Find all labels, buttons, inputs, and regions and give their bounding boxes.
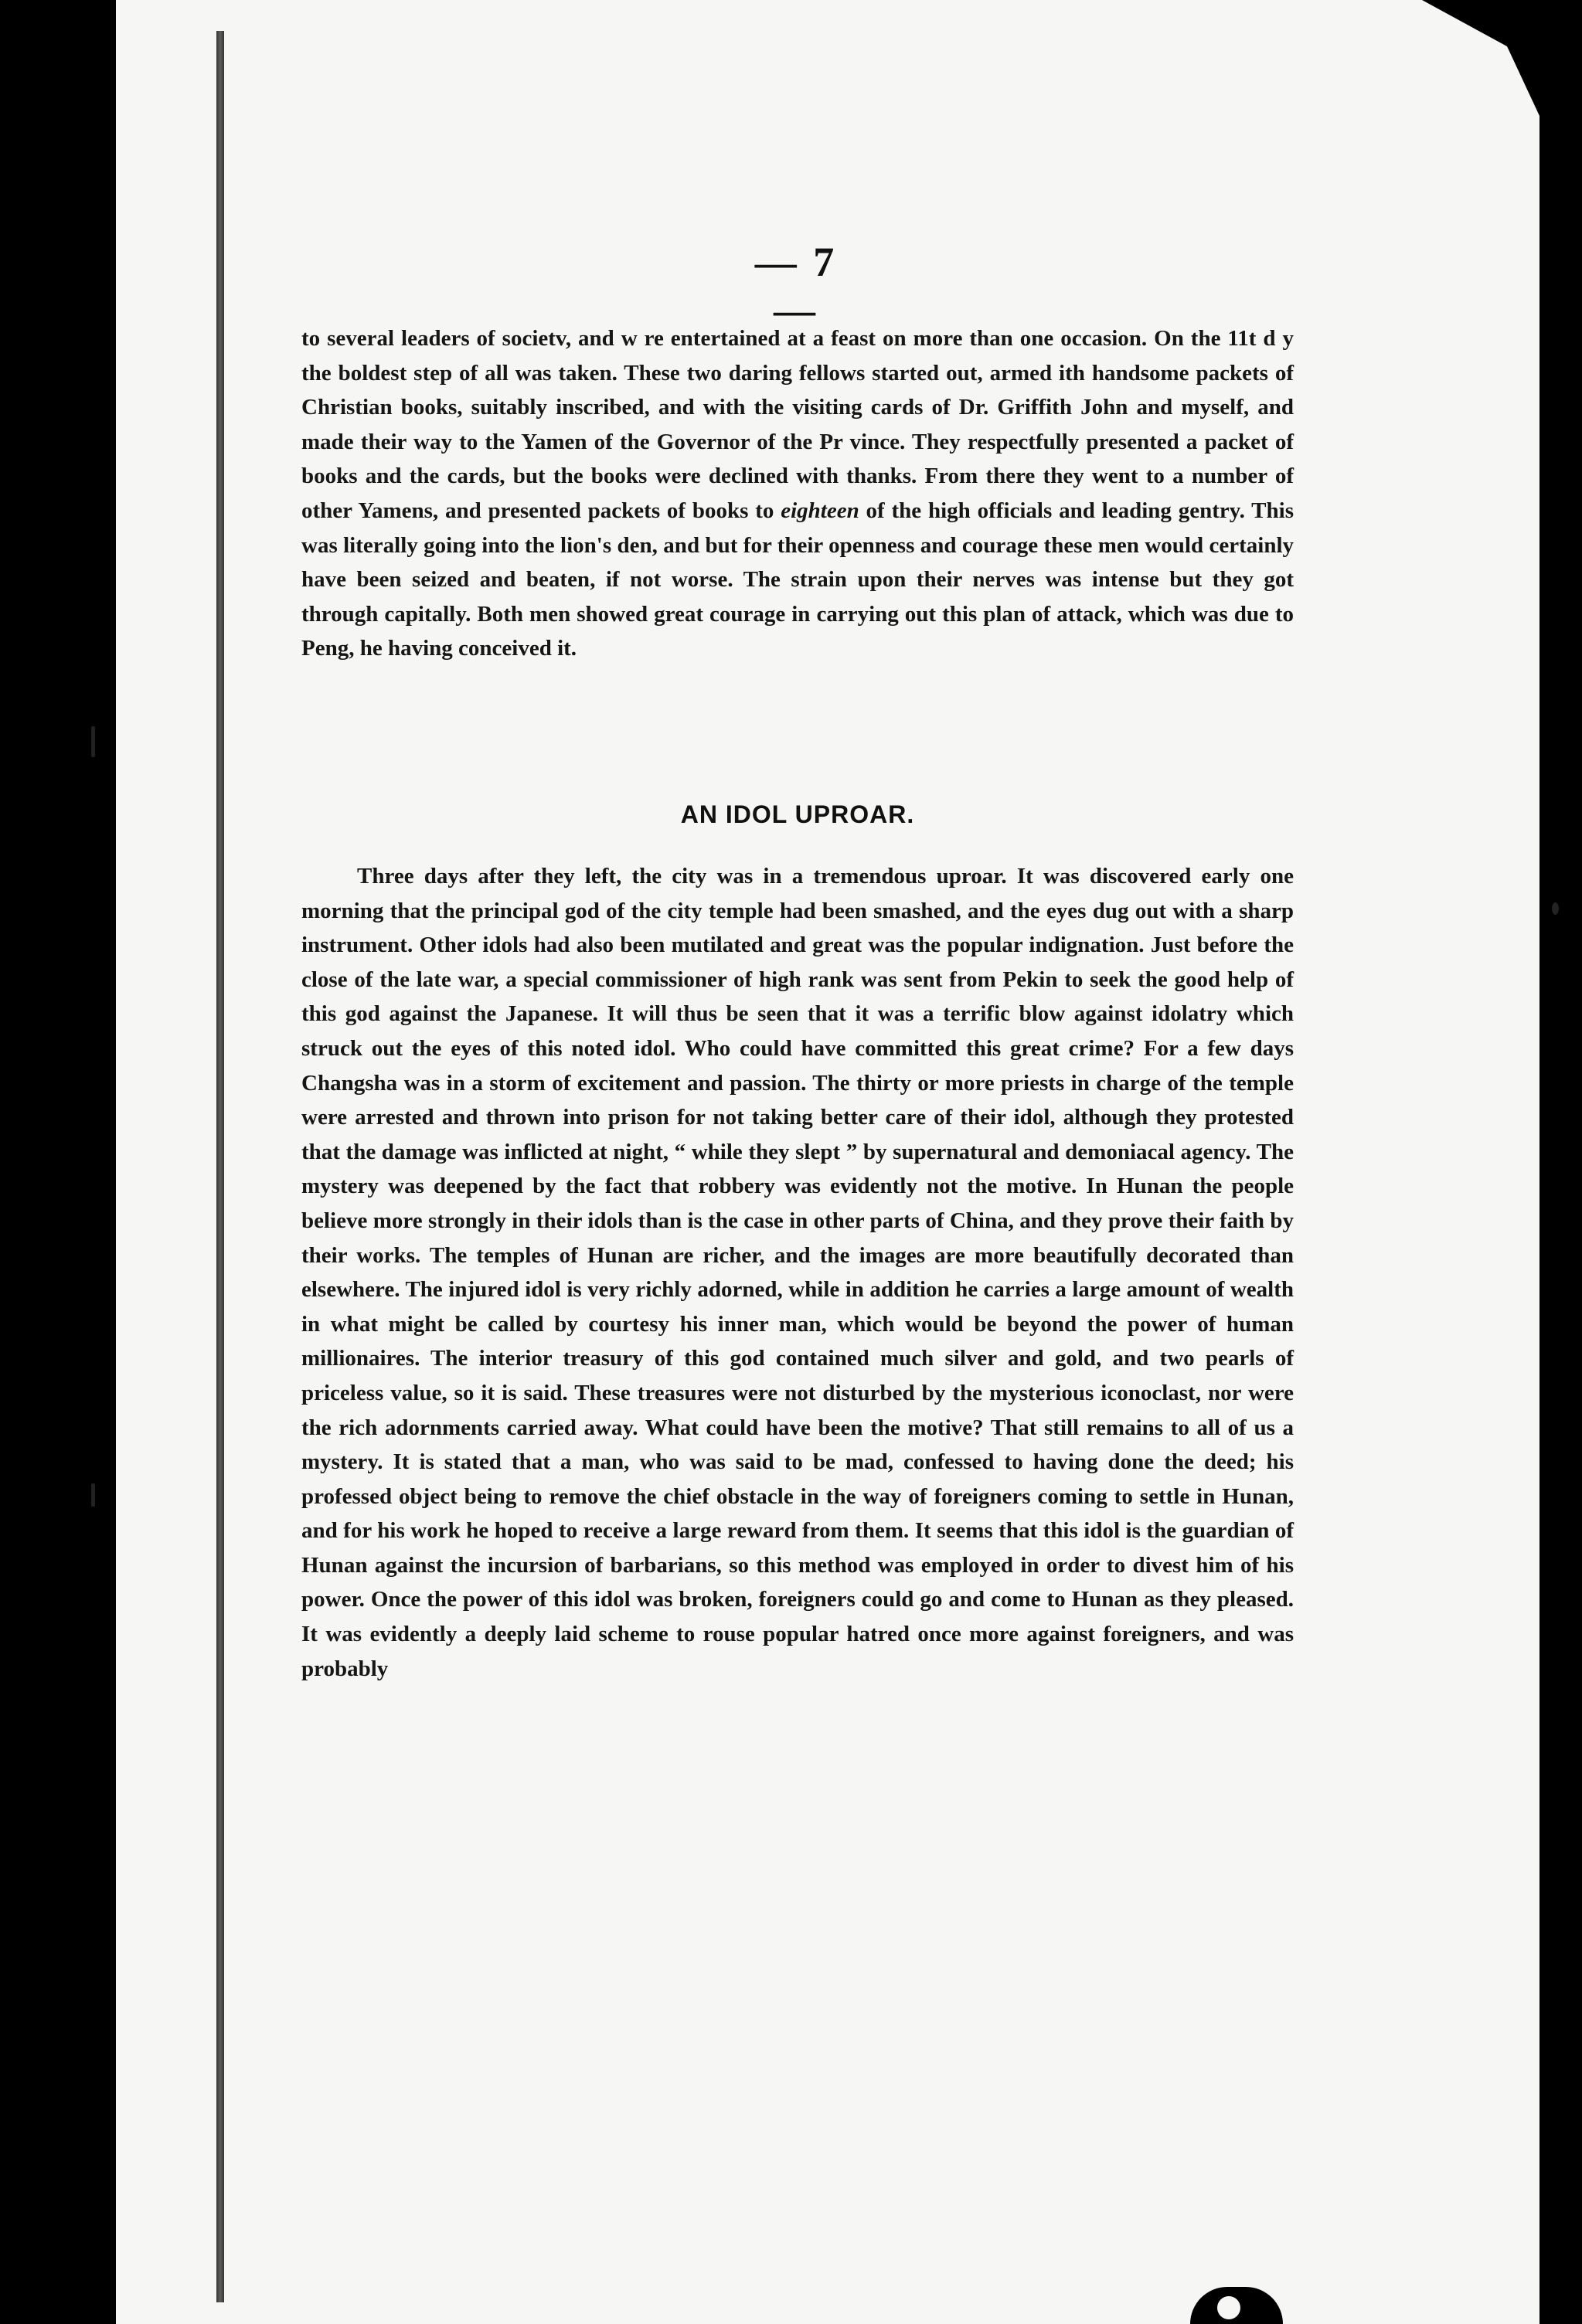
paragraph-2: Three days after they left, the city was in a tremendous uproar. It was discovered early one morning that the principal god of the city temple had been smashed, and the eyes dug out with a sharp instrument. Other idols had also been mutilated and great was the popular indignation. Just before the close of the late war, a special commissioner of high rank was sent from Pekin to seek the good help of this god against the Japanese. It will thus be seen that it was a terrific blow against idolatry which struck out the eyes of this noted idol. Who could have committed this great crime? For a few days Changsha was in a storm of excitement and passion. The thirty or more priests in charge of the temple were arrested and thrown into prison for not taking better care of their idol, although they protested that the damage was inflicted at night, “ while they slept ” by supernatural and demoniacal agency. The mystery was deepened by the fact that robbery was evidently not the motive. In Hunan the people believe more strongly in their idols than is the case in other parts of China, and they prove their faith by their works. The temples of Hunan are richer, and the images are more beautifully decorated than elsewhere. The injured idol is very richly adorned, while in addition he carries a large amount of wealth in what might be called by courtesy his inner man, which would be beyond the power of human millionaires. The interior treasury of this god contained much silver and gold, and two pearls of priceless value, so it is said. These treasures were not disturbed by the mysterious iconoclast, nor were the rich adornments carried away. What could have been the motive? That still remains to all of us a mystery. It is stated that a man, who was said to be mad, confessed to having done the deed; his professed object being to remove the chief obstacle in the way of foreigners coming to settle in Hunan, and for his work he hoped to receive a large reward from them. It seems that this idol is the guardian of Hunan against the incursion of barbarians, so this method was employed in order to divest him of his power. Once the power of this idol was broken, foreigners could go and come to Hunan as they pleased. It was evidently a deeply laid scheme to rouse popular hatred once more against foreigners, and was probably [301, 864, 1294, 1681]
paragraph-1 [301, 321, 1294, 666]
scan-speck [91, 726, 95, 757]
section-heading: AN IDOL UPROAR. [680, 800, 915, 828]
scan-left-border [0, 0, 116, 2324]
paragraph-1-text-a: to several leaders of societv, and w re entertained at a feast on more than one occasion. On the 11t d y the boldest step of all was taken. These two daring fellows started out, armed ith handsome packets of Christian books, suitably inscribed, and with the visiting cards of Dr. Griffith John and myself, and made their way to the Yamen of the Governor of the Pr vince. They respectfully presented a packet of books and the cards, but the books were declined with thanks. From there they went to a number of other Yamens, and presented packets of books to [301, 326, 1294, 523]
page-number: — 7 — [754, 239, 838, 333]
scan-speck [91, 1483, 95, 1507]
emphasized-word: eighteen [781, 498, 859, 523]
scan-speck [1552, 902, 1559, 915]
page-tear-hole [1217, 2296, 1240, 2319]
binding-gutter-line [216, 31, 224, 2302]
paragraph-1-text-b: of the high officials and leading gentry. This was literally going into the lion's den, and but for their openness and courage these men would certainly have been seized and beaten, if not worse. The strain upon their nerves was intense but they got through capitally. Both men showed great courage in carrying out this plan of attack, which was due to Peng, he having conceived it. [301, 498, 1294, 661]
